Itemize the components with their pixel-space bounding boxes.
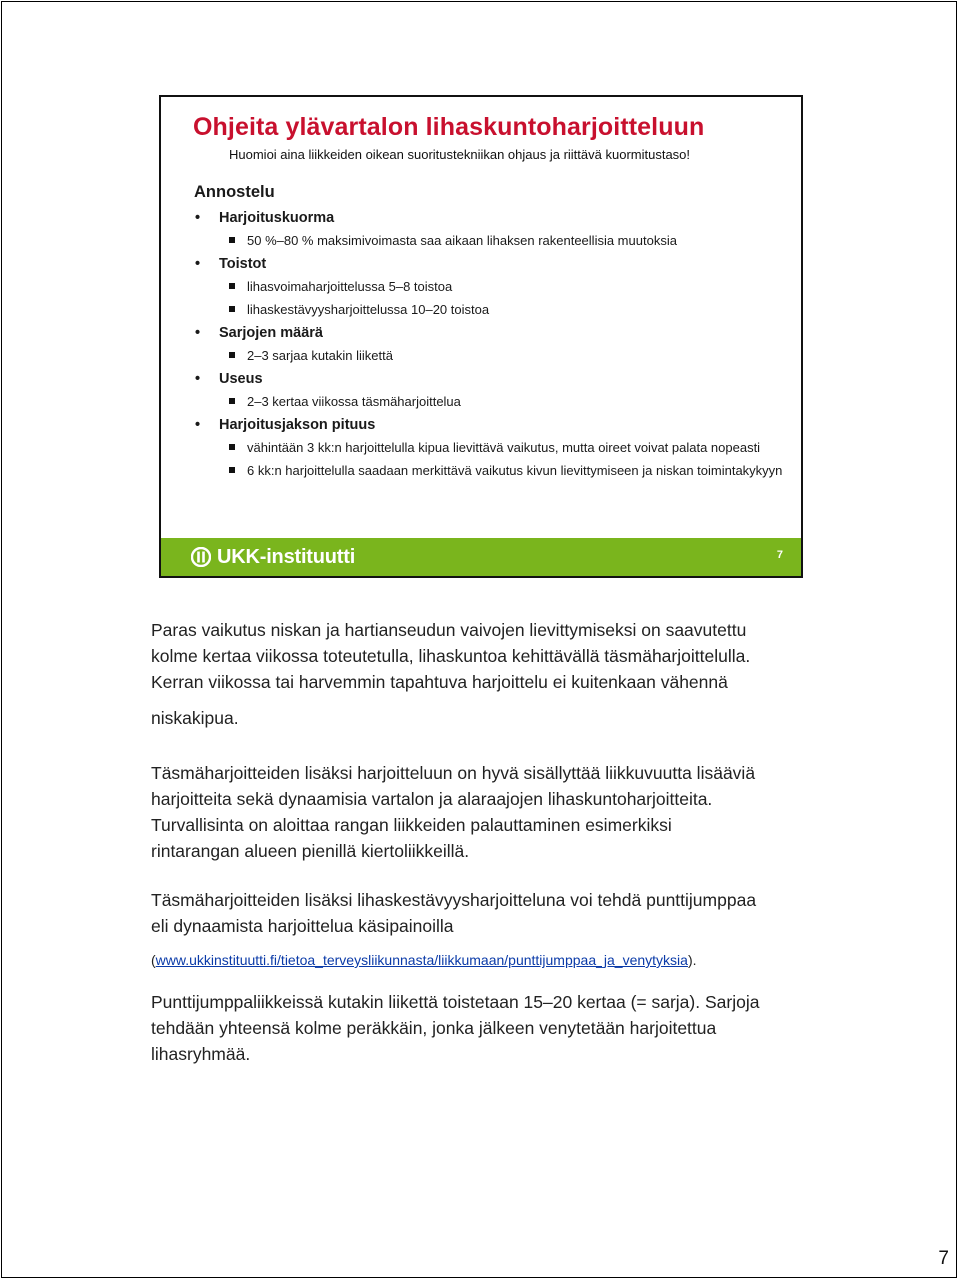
notes-paragraph-4 [151,989,851,1067]
dosage-list [194,209,784,485]
text-line: niskakipua. [151,708,239,728]
bullet-icon: • [195,417,201,433]
slide-thumbnail [159,95,803,578]
notes-paragraph-1 [151,617,851,731]
text-line: Täsmäharjoitteiden lisäksi lihaskestävyysharjoitteluna voi tehdä punttijumppaa [151,890,757,910]
bullet-icon: • [195,210,201,226]
list-item-label: Harjoitusjakson pituus [219,417,376,433]
paren-close: ). [687,952,697,968]
bullet-icon: • [195,325,201,341]
list-item-period-length [194,416,784,480]
list-item-label: Useus [219,371,263,387]
square-bullet-icon [229,467,235,473]
text-line: Turvallisinta on aloittaa rangan liikkeiden palauttaminen esimerkiksi [151,815,672,835]
list-item-repetitions [194,255,784,319]
sub-item-text: lihasvoimaharjoittelussa 5–8 toistoa [247,279,453,294]
notes-paragraph-3 [151,887,851,971]
sub-item [219,301,784,319]
slide-subtitle: Huomioi aina liikkeiden oikean suoritustekniikan ohjaus ja riittävä kuormitustaso! [229,147,691,162]
text-line: rintarangan alueen pienillä kiertoliikkeillä. [151,841,470,861]
square-bullet-icon [229,398,235,404]
square-bullet-icon [229,352,235,358]
text-line: Täsmäharjoitteiden lisäksi harjoitteluun on hyvä sisällyttää liikkuvuutta lisääviä [151,763,756,783]
ukk-punttijumppa-link[interactable]: www.ukkinstituutti.fi/tietoa_terveysliikunnasta/liikkumaan/punttijumppaa_ja_venytyksia [155,952,688,968]
list-item-label: Sarjojen määrä [219,325,323,341]
text-line: lihasryhmää. [151,1044,251,1064]
square-bullet-icon [229,237,235,243]
list-item-label: Toistot [219,256,267,272]
slide-title: Ohjeita ylävartalon lihaskuntoharjoitteluun [193,113,705,141]
square-bullet-icon [229,444,235,450]
sub-item-text: 2–3 sarjaa kutakin liikettä [247,348,393,363]
sub-item-text: 2–3 kertaa viikossa täsmäharjoittelua [247,394,461,409]
text-line: kolme kertaa viikossa toteutetulla, lihaskuntoa kehittävällä täsmäharjoittelulla. [151,646,751,666]
text-line: Punttijumppaliikkeissä kutakin liikettä toistetaan 15–20 kertaa (= sarja). Sarjoja [151,992,760,1012]
text-line: tehdään yhteensä kolme peräkkäin, jonka jälkeen venytetään harjoitettua [151,1018,717,1038]
slide-footer-bar [161,538,801,576]
list-item-load [194,209,784,250]
text-line: eli dynaamista harjoittelua käsipainoilla [151,916,454,936]
sub-item [219,462,784,480]
logo-text: UKK-instituutti [217,545,356,568]
sub-item-text: 50 %–80 % maksimivoimasta saa aikaan lihaksen rakenteellisia muutoksia [247,233,677,248]
paren-open: ( [151,952,156,968]
square-bullet-icon [229,306,235,312]
sub-item-text: 6 kk:n harjoittelulla saadaan merkittävä vaikutus kivun lievittymiseen ja niskan toimintakykyyn [247,463,783,478]
notes-paragraph-2 [151,760,851,864]
list-item-frequency [194,370,784,411]
slide-number: 7 [776,549,783,561]
text-line: Kerran viikossa tai harvemmin tapahtuva harjoittelu ei kuitenkaan vähennä [151,672,728,692]
text-line: Paras vaikutus niskan ja hartianseudun vaivojen lievittymiseksi on saavutettu [151,620,747,640]
text-line: harjoitteita sekä dynaamisia vartalon ja alaraajojen lihaskuntoharjoitteita. [151,789,713,809]
bullet-icon: • [195,256,201,272]
list-item-sets [194,324,784,365]
ukk-logo [191,544,355,570]
square-bullet-icon [229,283,235,289]
sub-item [219,232,784,250]
sub-item [219,439,784,457]
sub-item-text: lihaskestävyysharjoittelussa 10–20 toistoa [247,302,490,317]
bullet-icon: • [195,371,201,387]
page-number: 7 [938,1248,949,1269]
sub-item-text: vähintään 3 kk:n harjoittelulla kipua lievittävä vaikutus, mutta oireet voivat palata nopeasti [247,440,761,455]
section-title: Annostelu [194,183,275,201]
sub-item [219,278,784,296]
ukk-logo-icon [191,547,211,567]
sub-item [219,393,784,411]
sub-item [219,347,784,365]
list-item-label: Harjoituskuorma [219,210,335,226]
